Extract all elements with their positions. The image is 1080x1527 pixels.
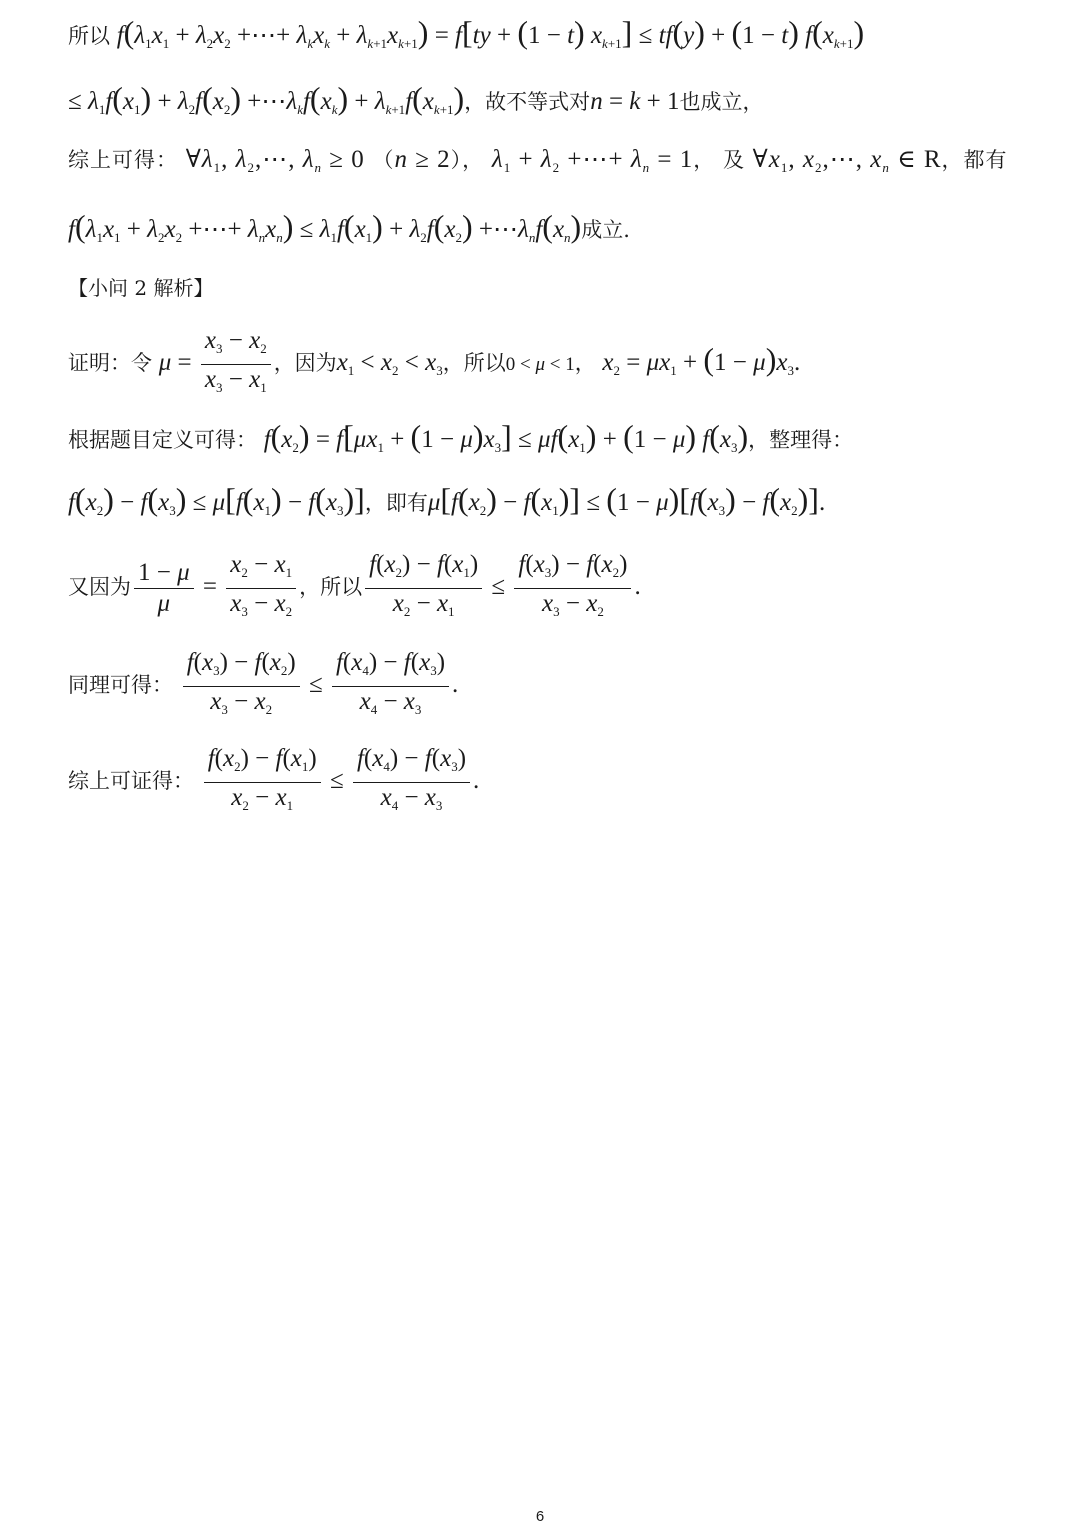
equation-1: $f(\lambda_1x_1 + \lambda_2x_2$ +⋯+ $\lambda_kx_k + \lambda_{k+1}x_{k+1}) = f[ty + (1 - t)$ $x_{k+1}] \le tf(y) + (1 - t)$ $f(x_{k+1})$ [116, 14, 865, 51]
proof-line-6 [68, 418, 853, 456]
proof-line-2 [68, 80, 764, 118]
text-yin-wei: ，因为 [273, 351, 337, 376]
proof-line-9 [68, 648, 458, 725]
proof-line-8 [68, 550, 641, 627]
text-tong-li: 同理可得： [68, 673, 173, 698]
equation-3c: $\forall x_1$, $x_2,\cdots$, $x_n$ ∈ R [752, 146, 942, 175]
equation-mu-range: 0 < μ < 1 [505, 354, 575, 376]
proof-line-5 [68, 326, 800, 403]
text-zong-shang-zheng: 综上可证得： [68, 769, 194, 794]
equation-mu-def: μ = $\frac{x_3 - x_2}{x_3 - x_1}$ [159, 349, 274, 376]
text-gen-ju: 根据题目定义可得： [68, 428, 257, 452]
text-suoyi: 所以 [68, 24, 110, 48]
text-zong-shang: 综上可得： [68, 148, 178, 172]
page-number: 6 [535, 1508, 545, 1525]
text-you-yin-wei: 又因为 [68, 575, 131, 600]
text-comma-2: ， [693, 148, 716, 172]
equation-2: ≤ $\lambda_1f(x_1) + \lambda_2f(x_2)$ $+\cdots\lambda_kf(x_k) + \lambda_{k+1}f(x_{k+1})$ [68, 80, 465, 117]
equation-7a: $f(x_2) - f(x_3) \le \mu[f(x_1) - f(x_3)]$ [68, 481, 365, 518]
proof-line-4 [68, 208, 630, 246]
section-heading: 【小问 2 解析】 [68, 276, 214, 300]
equation-8b: $\frac{f(x_2) - f(x_1)}{x_2 - x_1}$ ≤ $\frac{f(x_3) - f(x_2)}{x_3 - x_2}$ . [362, 573, 641, 600]
proof-line-3 [68, 144, 1008, 176]
equation-9: $\frac{f(x_3) - f(x_2)}{x_3 - x_2}$ ≤ $\frac{f(x_4) - f(x_3)}{x_4 - x_3}$ . [180, 671, 459, 698]
equation-n-ge-2: n ≥ 2 [394, 146, 451, 173]
text-zheng-ming: 证明：令 [68, 351, 152, 376]
text-bu-deng-shi: ，故不等式对 [464, 90, 591, 114]
text-ye-cheng-li: 也成立， [679, 90, 764, 114]
equation-6: $f(x_2) = f[\mu x_1 + (1 - \mu)x_3] \le \mu f(x_1) + (1 - \mu)$ $f(x_3)$ [263, 418, 749, 455]
equation-8a: $\frac{1 - \mu}{\mu}$ = $\frac{x_2 - x_1}{x_3 - x_2}$ [131, 573, 299, 600]
text-suo-yi-3: ，所以 [299, 575, 363, 600]
equation-7b: $\mu[f(x_2) - f(x_1)] \le (1 - \mu)[f(x_3) - f(x_2)]$. [427, 481, 826, 518]
text-ji-you: ，即有 [364, 491, 428, 515]
text-comma-3: ， [574, 351, 596, 376]
proof-line-10 [68, 744, 479, 821]
text-cheng-li: 成立. [581, 218, 630, 242]
text-comma: ， [462, 148, 485, 172]
equation-3a: $\forall\lambda_1$, $\lambda_2,\cdots$, $\lambda_n \ge 0$ [185, 146, 365, 175]
equation-order: $x_1 < x_2 < x_3$ [336, 349, 443, 379]
equation-n-k1: n = k + 1 [590, 88, 680, 115]
text-paren-close: ） [450, 148, 463, 172]
text-paren-open: （ [372, 148, 395, 172]
text-suo-yi-2: ，所以 [442, 351, 506, 376]
text-ji: 及 [722, 148, 745, 172]
text-zheng-li: ，整理得： [748, 428, 854, 452]
equation-10: $\frac{f(x_2) - f(x_1)}{x_2 - x_1}$ ≤ $\frac{f(x_4) - f(x_3)}{x_4 - x_3}$ . [201, 767, 480, 794]
equation-4: $f(\lambda_1x_1 + \lambda_2x_2$ +⋯+ $\lambda_nx_n) \le \lambda_1f(x_1) + \lambda_2f(x_2)$ $+\cdots\lambda_nf(x_n)$ [68, 208, 582, 245]
equation-3b: $\lambda_1 + \lambda_2$ +⋯+ $\lambda_n = 1$ [491, 146, 694, 175]
text-dou-you: ，都有 [941, 148, 1008, 172]
equation-x2-expr: $x_2 = \mu x_1 + (1 - \mu)x_3$. [602, 341, 801, 379]
proof-line-7 [68, 481, 825, 519]
proof-line-1 [68, 14, 864, 52]
